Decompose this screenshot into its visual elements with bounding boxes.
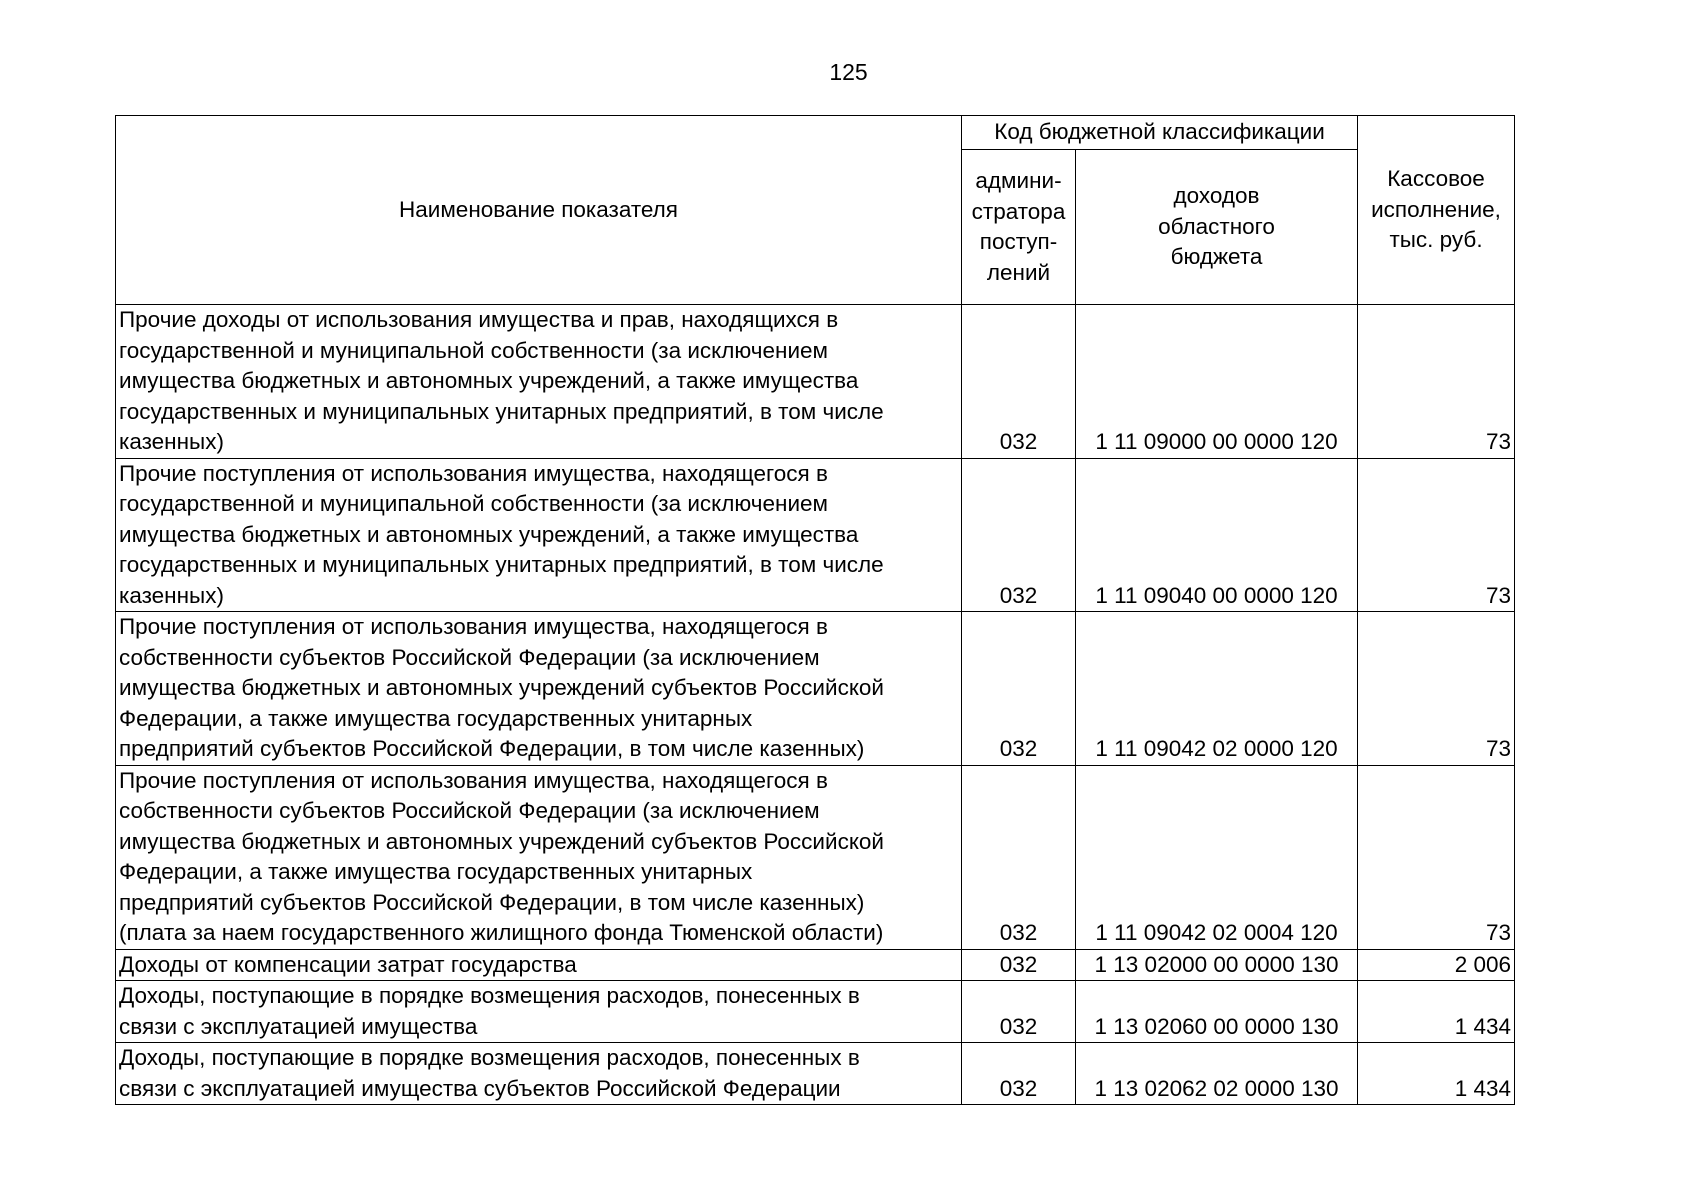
header-classification-code: Код бюджетной классификации: [962, 116, 1358, 150]
table-row: [116, 765, 1515, 949]
header-cash-execution: [1358, 116, 1515, 305]
header-income-line: бюджета: [1170, 244, 1263, 270]
cash-execution-cell: 73: [1358, 765, 1515, 949]
indicator-name-line: государственной и муниципальной собственности (за исключением: [119, 491, 829, 516]
indicator-name-line: собственности субъектов Российской Федерации (за исключением: [119, 644, 820, 670]
cash-execution-cell: 73: [1358, 458, 1515, 612]
admin-code-cell: 032: [962, 305, 1076, 459]
header-income-code: [1076, 150, 1358, 305]
admin-code-cell: 032: [962, 1043, 1076, 1105]
indicator-name-line: (плата за наем государственного жилищного фонда Тюменской области): [119, 920, 884, 945]
income-code-cell: 1 13 02062 02 0000 130: [1076, 1043, 1358, 1105]
indicator-name-line: имущества бюджетных и автономных учреждений, а также имущества: [119, 521, 859, 547]
header-exec-line: Кассовое: [1387, 166, 1485, 192]
income-code-cell: 1 11 09042 02 0000 120: [1076, 612, 1358, 766]
header-indicator-name: Наименование показателя: [116, 116, 962, 305]
header-admin-line: стратора: [971, 198, 1066, 224]
indicator-name-line: Доходы от компенсации затрат государства: [119, 951, 577, 977]
indicator-name-line: государственной и муниципальной собственности (за исключением: [119, 337, 829, 363]
header-admin-line: лений: [986, 259, 1051, 285]
table-row: [116, 305, 1515, 459]
income-code-cell: 1 11 09042 02 0004 120: [1076, 765, 1358, 949]
indicator-name-cell: [116, 765, 962, 949]
table-header: [116, 116, 1515, 305]
indicator-name-line: имущества бюджетных и автономных учреждений субъектов Российской: [119, 828, 884, 854]
income-code-cell: 1 13 02060 00 0000 130: [1076, 981, 1358, 1043]
indicator-name-line: государственных и муниципальных унитарных предприятий, в том числе: [119, 398, 884, 424]
indicator-name-line: Федерации, а также имущества государственных унитарных: [119, 705, 753, 731]
indicator-name-line: собственности субъектов Российской Федерации (за исключением: [119, 798, 820, 823]
indicator-name-line: Прочие поступления от использования имущества, находящегося в: [119, 460, 828, 486]
header-admin-line: админи-: [975, 168, 1062, 193]
table-row: [116, 1043, 1515, 1105]
cash-execution-cell: 73: [1358, 305, 1515, 459]
indicator-name-line: Прочие доходы от использования имущества и прав, находящихся в: [119, 307, 839, 332]
table-body: [116, 305, 1515, 1105]
page-number: 125: [829, 59, 868, 85]
admin-code-cell: 032: [962, 981, 1076, 1043]
indicator-name-line: Доходы, поступающие в порядке возмещения расходов, понесенных в: [119, 1045, 860, 1070]
indicator-name-line: казенных): [119, 582, 224, 608]
admin-code-cell: 032: [962, 949, 1076, 981]
indicator-name-line: казенных): [119, 429, 224, 454]
header-income-line: доходов: [1173, 183, 1260, 209]
indicator-name-cell: [116, 612, 962, 766]
indicator-name-line: Федерации, а также имущества государственных унитарных: [119, 859, 753, 884]
table-row: [116, 612, 1515, 766]
indicator-name-line: предприятий субъектов Российской Федерации, в том числе казенных): [119, 736, 865, 761]
table-row: [116, 458, 1515, 612]
table-row: [116, 981, 1515, 1043]
header-admin-line: поступ-: [979, 229, 1058, 254]
header-exec-line: тыс. руб.: [1389, 227, 1483, 253]
indicator-name-cell: [116, 305, 962, 459]
indicator-name-line: Прочие поступления от использования имущества, находящегося в: [119, 767, 828, 793]
income-code-cell: 1 11 09040 00 0000 120: [1076, 458, 1358, 612]
table-row: [116, 949, 1515, 981]
header-income-line: областного: [1158, 213, 1275, 239]
indicator-name-cell: [116, 1043, 962, 1105]
cash-execution-cell: 73: [1358, 612, 1515, 766]
income-code-cell: 1 13 02000 00 0000 130: [1076, 949, 1358, 981]
indicator-name-line: имущества бюджетных и автономных учреждений, а также имущества: [119, 368, 859, 393]
header-exec-line: исполнение,: [1371, 196, 1501, 222]
indicator-name-line: Доходы, поступающие в порядке возмещения расходов, понесенных в: [119, 983, 860, 1008]
admin-code-cell: 032: [962, 765, 1076, 949]
indicator-name-line: имущества бюджетных и автономных учреждений субъектов Российской: [119, 675, 884, 700]
indicator-name-cell: [116, 949, 962, 981]
header-admin-code: [962, 150, 1076, 305]
indicator-name-cell: [116, 458, 962, 612]
cash-execution-cell: 2 006: [1358, 949, 1515, 981]
indicator-name-cell: [116, 981, 962, 1043]
indicator-name-line: предприятий субъектов Российской Федерации, в том числе казенных): [119, 889, 865, 915]
income-code-cell: 1 11 09000 00 0000 120: [1076, 305, 1358, 459]
budget-revenue-table: [115, 115, 1515, 1105]
cash-execution-cell: 1 434: [1358, 981, 1515, 1043]
indicator-name-line: Прочие поступления от использования имущества, находящегося в: [119, 614, 828, 639]
indicator-name-line: связи с эксплуатацией имущества: [119, 1013, 478, 1039]
cash-execution-cell: 1 434: [1358, 1043, 1515, 1105]
admin-code-cell: 032: [962, 612, 1076, 766]
indicator-name-line: связи с эксплуатацией имущества субъектов Российской Федерации: [119, 1075, 841, 1101]
admin-code-cell: 032: [962, 458, 1076, 612]
indicator-name-line: государственных и муниципальных унитарных предприятий, в том числе: [119, 552, 884, 577]
